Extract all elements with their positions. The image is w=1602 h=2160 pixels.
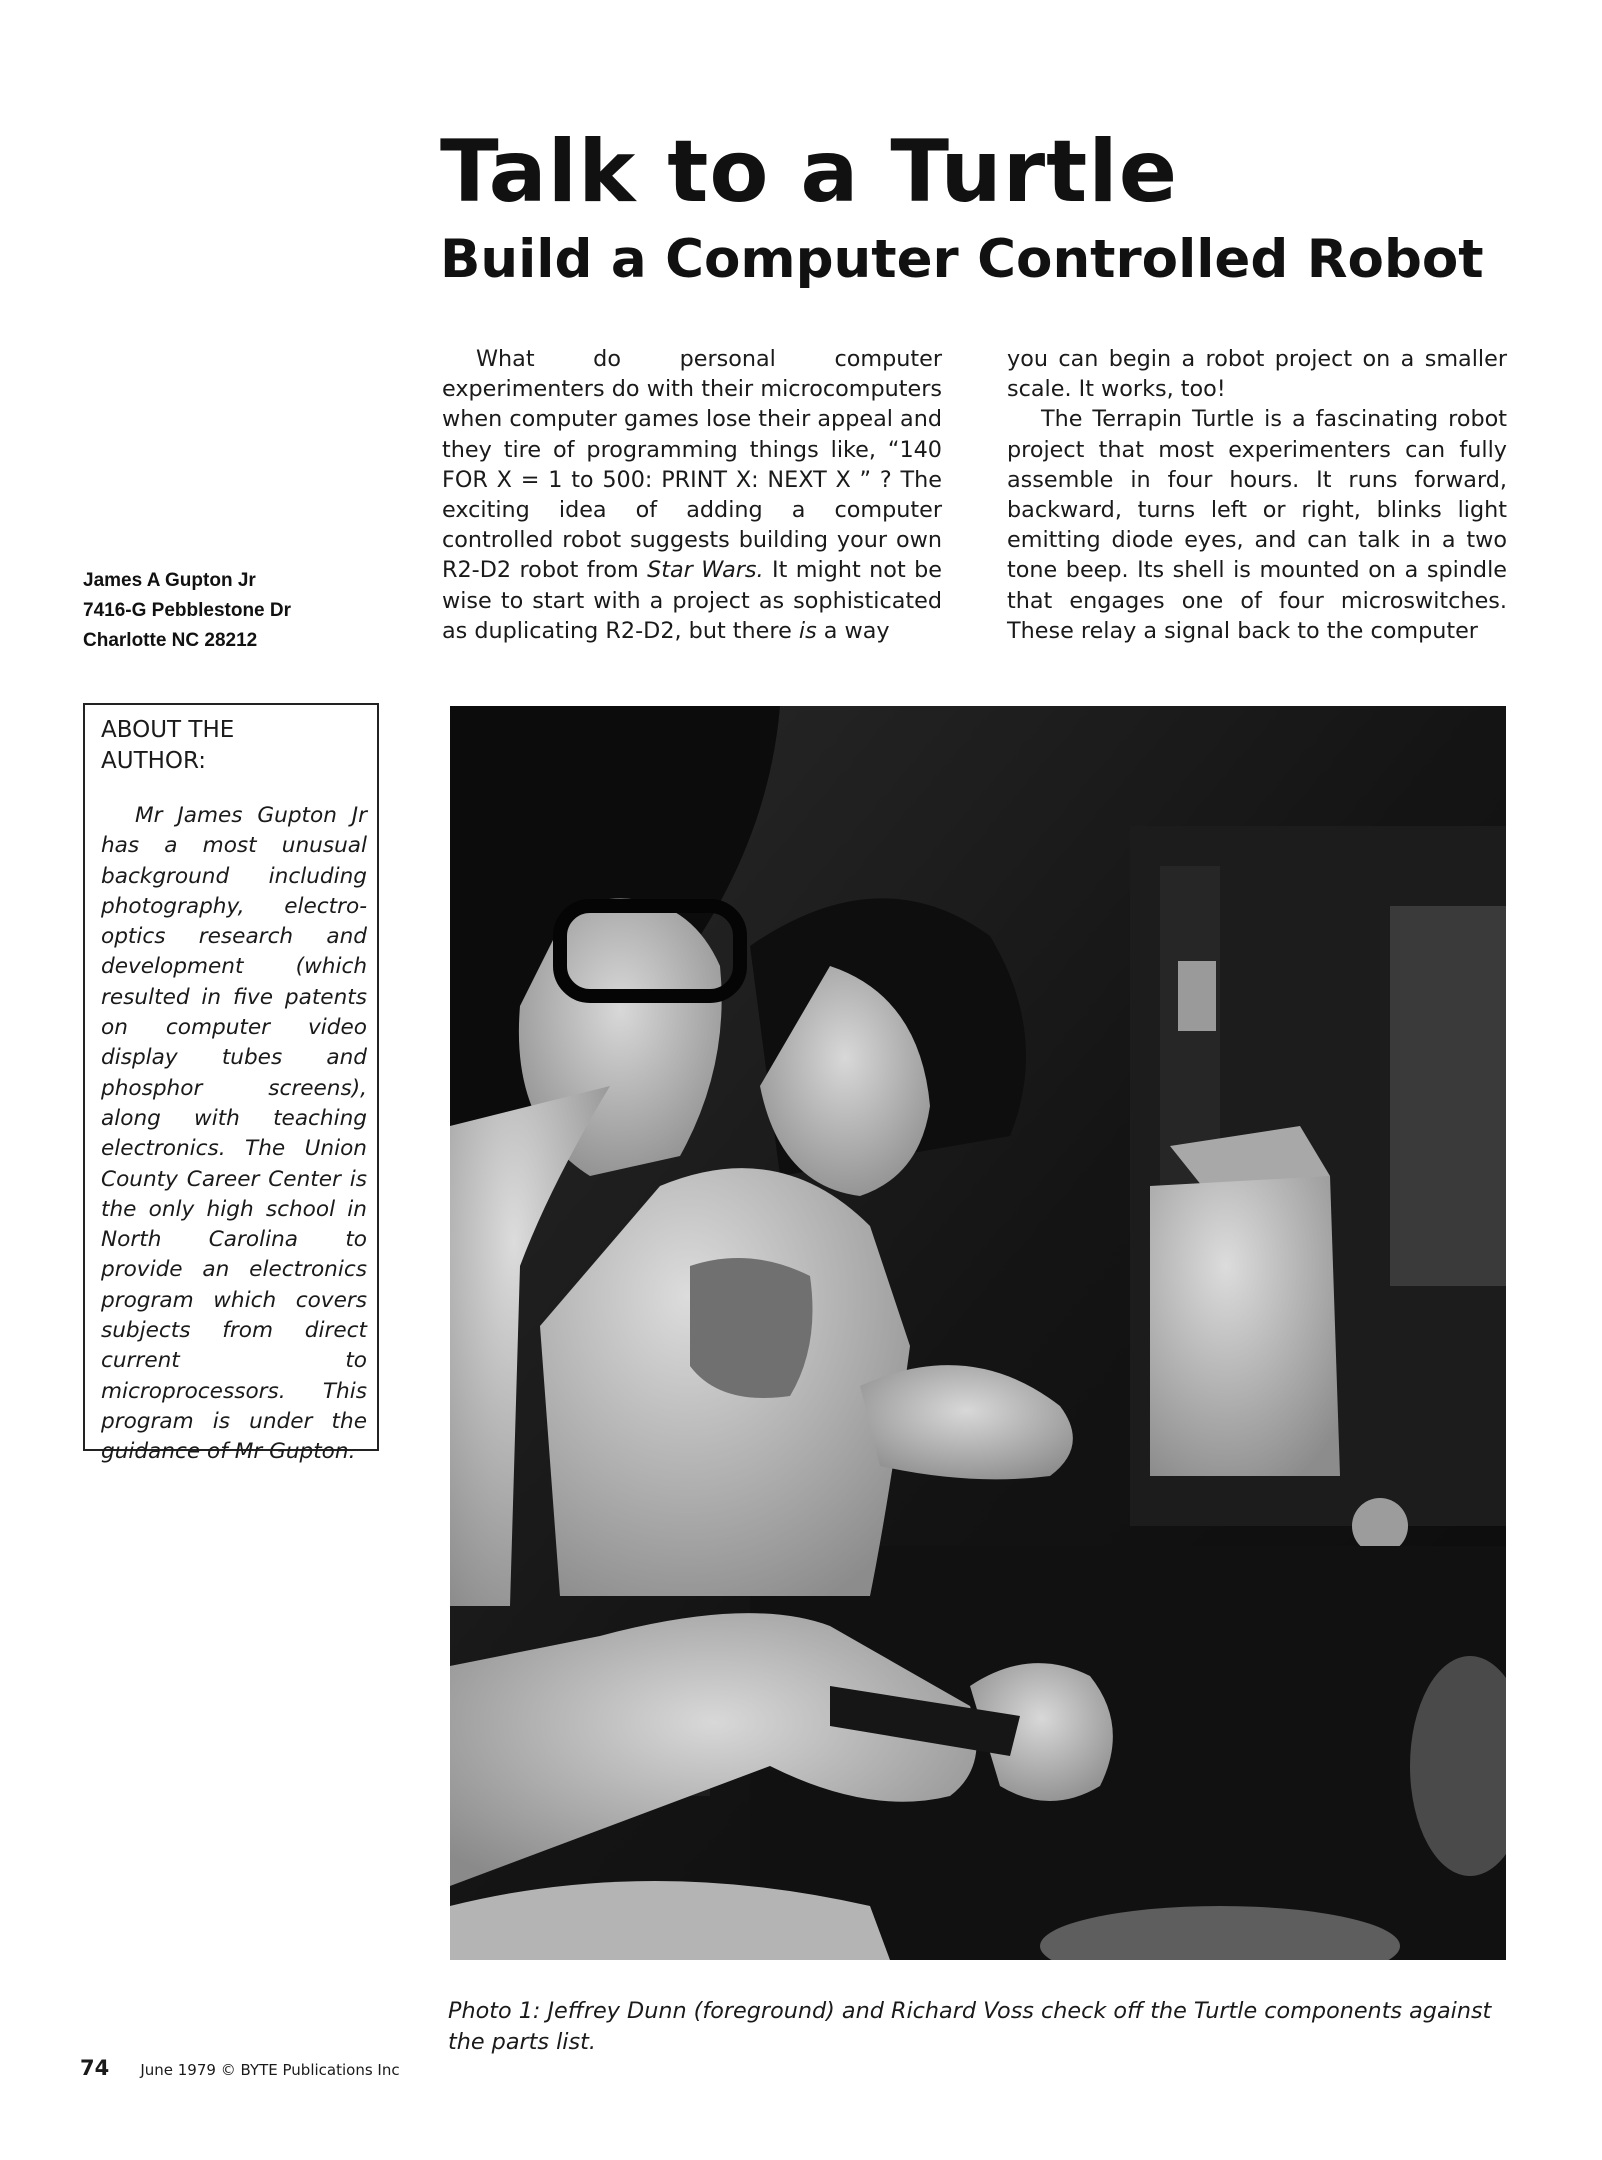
article-column-1 bbox=[442, 344, 942, 646]
about-author-title: ABOUT THE AUTHOR: bbox=[101, 717, 235, 774]
page-number: 74 bbox=[80, 2056, 110, 2080]
emphasis-is: is bbox=[798, 617, 817, 644]
about-author-box bbox=[83, 703, 379, 1465]
article-subtitle: Build a Computer Controlled Robot bbox=[440, 229, 1484, 290]
column1-text-b: It might not be wise to start with a project as sophisticated as duplicating R2-D2, but there bbox=[442, 557, 942, 644]
star-wars-title: Star Wars. bbox=[647, 557, 764, 584]
column2-paragraph-1: you can begin a robot project on a smaller scale. It works, too! bbox=[1007, 346, 1507, 403]
article-column-2 bbox=[1007, 344, 1507, 646]
publication-credit: June 1979 © BYTE Publications Inc bbox=[140, 2061, 400, 2079]
column2-paragraph-2: The Terrapin Turtle is a fascinating robot project that most experimenters can fully assemble in four hours. It runs forward, backward, turns left or right, blinks light emitting diode eyes, and can talk in a two tone beep. Its shell is mounted on a spindle that engages one of four microswitches. These relay a signal back to the computer bbox=[1007, 406, 1507, 644]
column1-text-a: What do personal computer experimenters do with their microcomputers when computer games lose their appeal and they tire of programming things like, “140 FOR X = 1 to 500: PRINT X: NEXT X ” ? The exciting idea of adding a computer controlled robot suggests building your own R2-D2 robot from bbox=[442, 346, 942, 584]
photo-caption: Photo 1: Jeffrey Dunn (foreground) and Richard Voss check off the Turtle components against the parts list. bbox=[448, 1998, 1492, 2055]
about-author-body: Mr James Gupton Jr has a most unusual background including photography, electro-optics research and development (which resulted in five patents on computer video display tubes and phosphor screens), along with teaching electronics. The Union County Career Center is the only high school in North Carolina to provide an electronics program which covers subjects from direct current to microprocessors. This program is under the guidance of Mr Gupton. bbox=[101, 803, 367, 1465]
author-name: James A Gupton Jr bbox=[83, 570, 256, 591]
author-city: Charlotte NC 28212 bbox=[83, 630, 258, 651]
page-footer bbox=[80, 2056, 400, 2080]
author-street: 7416-G Pebblestone Dr bbox=[83, 600, 292, 621]
article-title: Talk to a Turtle bbox=[440, 122, 1179, 222]
column1-text-c: a way bbox=[816, 617, 890, 644]
article-photo bbox=[450, 706, 1506, 1960]
column1-paragraph bbox=[442, 344, 942, 646]
author-address bbox=[83, 566, 343, 656]
